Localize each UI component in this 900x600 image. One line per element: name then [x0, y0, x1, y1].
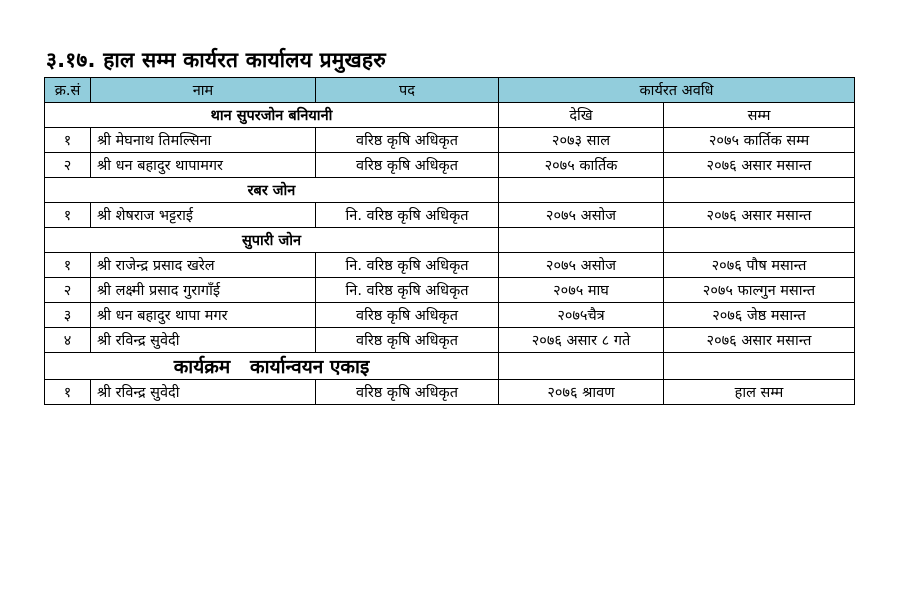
header-to: सम्म [664, 103, 855, 128]
row-post: नि. वरिष्ठ कृषि अधिकृत [316, 203, 499, 228]
row-post: नि. वरिष्ठ कृषि अधिकृत [316, 253, 499, 278]
row-sn: ४ [45, 328, 91, 353]
row-name: श्री रविन्द्र सुवेदी [91, 380, 316, 405]
table-row [45, 253, 855, 278]
row-to: २०७५ फाल्गुन मसान्त [664, 278, 855, 303]
row-to: २०७५ कार्तिक सम्म [664, 128, 855, 153]
header-name: नाम [91, 78, 316, 103]
row-name: श्री धन बहादुर थापामगर [91, 153, 316, 178]
table-row [45, 328, 855, 353]
section-title: कार्यक्रम कार्यान्वयन एकाइ [45, 353, 499, 380]
row-from: २०७६ श्रावण [499, 380, 664, 405]
table-row [45, 380, 855, 405]
table-row [45, 303, 855, 328]
row-from: २०७५ असोज [499, 203, 664, 228]
table-row [45, 128, 855, 153]
row-name: श्री रविन्द्र सुवेदी [91, 328, 316, 353]
table-row [45, 278, 855, 303]
row-from: २०७५ असोज [499, 253, 664, 278]
row-from: २०७३ साल [499, 128, 664, 153]
table-row [45, 153, 855, 178]
row-post: वरिष्ठ कृषि अधिकृत [316, 328, 499, 353]
row-from: २०७५चैत्र [499, 303, 664, 328]
row-sn: १ [45, 380, 91, 405]
row-sn: २ [45, 278, 91, 303]
section-title: थान सुपरजोन बनियानी [45, 103, 499, 128]
row-from: २०७५ कार्तिक [499, 153, 664, 178]
row-sn: १ [45, 128, 91, 153]
header-period: कार्यरत अवधि [499, 78, 855, 103]
header-post: पद [316, 78, 499, 103]
row-name: श्री राजेन्द्र प्रसाद खरेल [91, 253, 316, 278]
row-to: हाल सम्म [664, 380, 855, 405]
header-sn: क्र.सं [45, 78, 91, 103]
row-to: २०७६ असार मसान्त [664, 328, 855, 353]
section-title: रबर जोन [45, 178, 499, 203]
row-sn: १ [45, 253, 91, 278]
row-name: श्री लक्ष्मी प्रसाद गुरागाँई [91, 278, 316, 303]
row-name: श्री धन बहादुर थापा मगर [91, 303, 316, 328]
row-post: वरिष्ठ कृषि अधिकृत [316, 303, 499, 328]
row-post: वरिष्ठ कृषि अधिकृत [316, 153, 499, 178]
section-title: सुपारी जोन [45, 228, 499, 253]
header-from: देखि [499, 103, 664, 128]
page-title: ३.१७. हाल सम्म कार्यरत कार्यालय प्रमुखहरु [46, 48, 387, 72]
row-sn: ३ [45, 303, 91, 328]
office-heads-table [44, 77, 855, 405]
row-from: २०७६ असार ८ गते [499, 328, 664, 353]
row-post: नि. वरिष्ठ कृषि अधिकृत [316, 278, 499, 303]
row-sn: १ [45, 203, 91, 228]
row-post: वरिष्ठ कृषि अधिकृत [316, 128, 499, 153]
row-sn: २ [45, 153, 91, 178]
row-name: श्री मेघनाथ तिमल्सिना [91, 128, 316, 153]
table-row [45, 203, 855, 228]
row-to: २०७६ असार मसान्त [664, 203, 855, 228]
row-to: २०७६ पौष मसान्त [664, 253, 855, 278]
row-to: २०७६ असार मसान्त [664, 153, 855, 178]
row-to: २०७६ जेष्ठ मसान्त [664, 303, 855, 328]
row-name: श्री शेषराज भट्टराई [91, 203, 316, 228]
row-post: वरिष्ठ कृषि अधिकृत [316, 380, 499, 405]
row-from: २०७५ माघ [499, 278, 664, 303]
